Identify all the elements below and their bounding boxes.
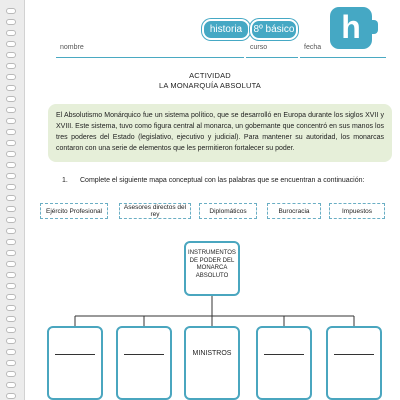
brand-logo: h: [330, 7, 372, 49]
course-label: curso: [250, 44, 268, 51]
grade-badge: 8º básico: [250, 19, 298, 40]
word-bank-item: Diplomáticos: [199, 203, 257, 219]
intro-paragraph: El Absolutismo Monárquico fue un sistema político, que se desarrolló en Europa durante los siglos XVII y XVIII. Este sistema, tuvo como figura central al monarca, un gobernante que concentró en sus manos los tres poderes del Estado (legislativo, ejecutivo y judicial). Para mantener su autoridad, los monarcas contaron con una serie de elementos que les permitieron fortalecer su poder.: [48, 104, 392, 162]
concept-map-child-4[interactable]: [256, 326, 312, 400]
concept-map-child-3: [184, 326, 240, 400]
answer-blank[interactable]: [124, 354, 164, 355]
concept-map-child-label: MINISTROS: [192, 350, 232, 357]
instruction-text: Complete el siguiente mapa conceptual con las palabras que se encuentran a continuación:: [80, 177, 365, 184]
subject-badge: historia: [202, 19, 250, 40]
answer-blank[interactable]: [334, 354, 374, 355]
word-bank-item: Ejército Profesional: [40, 203, 108, 219]
activity-heading: ACTIVIDAD: [189, 71, 231, 80]
concept-map-root: INSTRUMENTOS DE PODER DEL MONARCA ABSOLUTO: [184, 241, 240, 296]
name-label: nombre: [60, 44, 84, 51]
answer-blank[interactable]: [55, 354, 95, 355]
concept-map-child-5[interactable]: [326, 326, 382, 400]
word-bank-item: Impuestos: [329, 203, 385, 219]
concept-map-child-1[interactable]: [47, 326, 103, 400]
activity-title: LA MONARQUÍA ABSOLUTA: [158, 81, 261, 90]
word-bank-item: Burocracia: [267, 203, 321, 219]
instruction-number: 1.: [62, 177, 68, 184]
date-label: fecha: [304, 44, 322, 51]
word-bank-item: Asesores directos del rey: [119, 203, 191, 219]
concept-map-child-2[interactable]: [116, 326, 172, 400]
answer-blank[interactable]: [264, 354, 304, 355]
